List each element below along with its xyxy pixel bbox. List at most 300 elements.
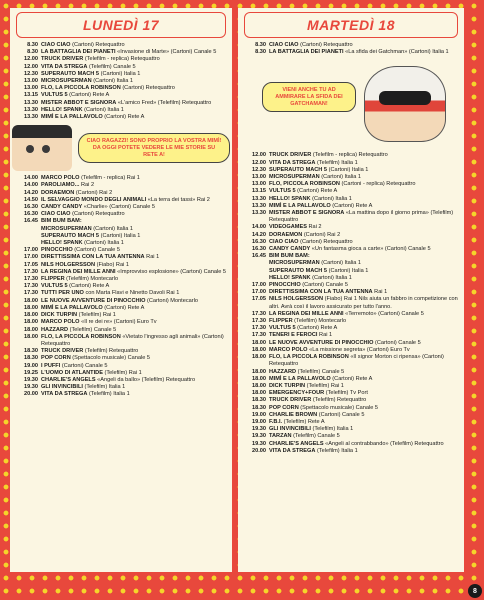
schedule-time: 18.00 [24,297,38,304]
tuesday-column [238,8,464,572]
schedule-text [41,182,228,189]
program-title: HAZZARD [269,368,297,375]
schedule-row [14,218,228,225]
schedule-text [269,232,460,239]
program-title: CIAO CIAO [269,42,299,48]
schedule-time: 19.30 [24,376,38,383]
program-title: LA REGINA DEI MILLE ANNI [269,310,344,317]
schedule-time: 13.00 [252,174,266,181]
schedule-text [41,218,228,225]
schedule-text [41,298,228,305]
schedule-row [14,262,228,269]
schedule-text [269,332,460,339]
schedule-row [242,160,460,167]
schedule-text [269,376,460,383]
schedule-text [41,85,228,92]
program-title: TENERI E FEROCI [269,332,318,339]
schedule-row [242,246,460,253]
program-details: «Il re dei re» (Cartoni) Euro Tv [79,319,157,326]
schedule-row [14,175,228,182]
schedule-time: 20.00 [24,391,38,398]
program-details: «Improvviso esplosione» (Cartoni) Canale 5 [115,268,226,275]
program-details: (Cartoni) Rete A [330,375,373,382]
schedule-row [242,383,460,390]
schedule-text [41,312,228,319]
schedule-row [242,174,460,181]
schedule-text [269,325,460,332]
schedule-row [14,42,228,49]
schedule-row [14,78,228,85]
schedule-time: 17.30 [252,332,266,339]
program-details: (Telefilm) Italia 1 [87,391,130,398]
schedule-row [242,188,460,195]
program-details: (Cartoni) Canale 5 [317,411,365,418]
schedule-time: 17.30 [252,310,266,317]
schedule-time: 14.00 [252,224,266,231]
schedule-text [41,226,228,233]
schedule-text [269,246,460,253]
program-details: (Cartoni) Italia 1 [319,260,362,267]
program-title: MICROSUPERMAN [41,78,92,85]
program-title: DIRETTISSIMA CON LA TUA ANTENNA [41,254,145,261]
program-details: (Cartoni) Retequattro [70,211,125,218]
schedule-row [14,377,228,384]
program-title: FLO, LA PICCOLA ROBINSON [41,85,121,92]
program-details: (Telefilm) Italia 1 [310,426,354,433]
schedule-row [242,376,460,383]
schedule-row [242,332,460,339]
schedule-row [14,312,228,319]
schedule-text [41,92,228,99]
schedule-text [41,56,228,63]
schedule-row [242,397,460,404]
schedule-time: 18.00 [24,319,38,326]
schedule-row [14,348,228,355]
program-details: (Cartoni) Retequattro [120,85,175,92]
program-details: (Cartoni) Canale 5 [60,362,108,369]
mimi-ad [12,125,230,171]
schedule-text [41,276,228,283]
program-details: (Telefilm) Italia 1 [315,159,358,166]
schedule-row [242,369,460,376]
schedule-time: 13.00 [252,181,266,188]
schedule-text [269,311,460,318]
program-title: TRUCK DRIVER [41,348,84,355]
schedule-time: 14.20 [252,231,266,238]
schedule-text [41,391,228,398]
schedule-row [14,204,228,211]
program-title: MIMÌ E LA PALLAVOLO [41,304,103,311]
schedule-row [242,203,460,210]
schedule-text [41,384,228,391]
schedule-time: 18.30 [252,404,266,411]
schedule-time: 12.00 [252,159,266,166]
schedule-row [242,311,460,318]
program-title: SUPERAUTO MACH 5 [41,232,100,239]
program-title: DIRETTISSIMA CON LA TUA ANTENNA [269,289,373,296]
schedule-time: 13.15 [252,188,266,195]
schedule-time: 17.05 [252,296,266,303]
schedule-row [242,441,460,448]
schedule-text [269,412,460,419]
schedule-time: 18.00 [252,382,266,389]
program-details: (Telefilm) Retequattro [83,348,139,355]
schedule-row [14,114,228,121]
program-title: HELLO! SPANK [269,195,311,202]
schedule-text [269,239,460,246]
schedule-row [14,49,228,56]
program-title: MARCO POLO [41,175,80,182]
schedule-list-monday-top [10,42,232,121]
schedule-row [242,433,460,440]
schedule-row [242,318,460,325]
schedule-time: 18.00 [252,339,266,346]
schedule-text [269,354,460,368]
schedule-row [14,269,228,276]
schedule-text [41,211,228,218]
program-details: (Cartoni - replica) Retequattro [339,181,416,188]
program-details: (Telefilm) Tv Port [324,390,368,397]
schedule-time: 12.30 [24,70,38,77]
program-details: (Cartoni) Retequattro [70,42,125,48]
program-details: (Telefilm) Italia 1 [82,384,126,391]
schedule-text [269,340,460,347]
program-details: (Cartoni) Canale 5 [72,247,120,254]
schedule-time: 18.00 [24,326,38,333]
schedule-time: 12.00 [252,152,266,159]
program-details: (Fiabo) Rai 1 Nils aiuta un fabbro in competizione con altri. Avrà così il lavoro assicurato per tutto l'anno. [269,296,458,310]
schedule-row [242,426,460,433]
schedule-time [14,233,41,240]
schedule-text [41,377,228,384]
schedule-row [14,197,228,204]
program-details: (Cartoni) Italia 1 [310,195,352,202]
schedule-time: 14.00 [24,175,38,182]
program-title: L'UOMO DI ATLANTIDE [41,369,103,376]
schedule-text [269,383,460,390]
program-title: CIAO CIAO [41,211,71,218]
schedule-text [269,167,460,174]
program-title: MARCO POLO [269,346,308,353]
schedule-row [242,419,460,426]
schedule-time: 19.00 [24,362,38,369]
program-title: NILS HOLGERSSON [41,261,96,268]
program-details: (Cartoni) Rete A [295,325,338,332]
schedule-text [41,290,228,297]
schedule-time: 13.15 [24,92,38,99]
program-title: MICROSUPERMAN [269,260,320,267]
schedule-time: 13.30 [252,202,266,209]
schedule-row [242,152,460,159]
schedule-time: 19.25 [24,369,38,376]
program-title: EMERGENCY+FOUR [269,390,325,397]
program-details: Rai 1 [144,254,160,261]
schedule-row [242,49,460,56]
program-title: DORAEMON [269,231,303,238]
program-title: CIAO CIAO [41,42,71,48]
schedule-row [242,296,460,310]
program-details: (Cartoni) Rete A [102,114,145,121]
program-title: TRUCK DRIVER [41,56,84,63]
schedule-text [269,49,460,56]
schedule-row [14,298,228,305]
schedule-row [14,327,228,334]
schedule-time: 16.30 [24,204,38,211]
schedule-text [41,107,228,114]
schedule-time: 14.50 [24,196,38,203]
program-details: (Telefilm) Canale 5 [291,433,340,440]
schedule-text [269,369,460,376]
program-title: TRUCK DRIVER [269,397,312,404]
schedule-time: 19.00 [252,418,266,425]
program-details: (Cartoni) Italia 1 [319,174,362,181]
schedule-row [14,290,228,297]
schedule-text [269,405,460,412]
schedule-time: 17.30 [24,283,38,290]
program-title: PAROLIAMO... [41,182,80,189]
program-details: (Telefilm) Rai 1 [102,369,142,376]
schedule-time: 18.00 [252,368,266,375]
program-title: CANDY CANDY [269,246,311,253]
program-details: Rai 1 [372,289,388,296]
schedule-time: 18.00 [24,304,38,311]
schedule-row [14,247,228,254]
program-details: «Un fantasma gioca a carte» (Cartoni) Canale 5 [310,246,431,253]
program-details: (Cartoni) Italia 1 [327,267,369,274]
schedule-row [14,92,228,99]
program-title: CHARLIE'S ANGELS [41,376,96,383]
program-details: (Fiabo) Rai 1 [95,261,129,268]
program-details: (Cartoni) Canale 5 [373,339,421,346]
schedule-row [242,224,460,231]
schedule-time: 13.00 [24,78,38,85]
program-details: «Vietato l'ingresso agli animali» (Cartoni) Retequattro [41,333,224,347]
schedule-time: 17.30 [24,268,38,275]
schedule-row [242,340,460,347]
schedule-row [242,412,460,419]
program-details: (Cartoni) Italia 1 [82,106,124,113]
schedule-text [269,282,460,289]
schedule-time: 8.30 [255,42,266,48]
schedule-text [269,419,460,426]
schedule-time: 17.30 [252,325,266,332]
schedule-row [14,56,228,63]
schedule-time: 13.30 [24,114,38,121]
program-title: I PUFFI [41,362,61,369]
program-details: (Telefilm) Canale 5 [87,63,136,70]
program-details: (Telefilm) Canale 5 [68,326,117,333]
program-details: (Telefilm) Canale 5 [296,368,345,375]
schedule-text [41,78,228,85]
program-title: DICK TURPIN [41,312,78,319]
program-title: PINOCCHIO [41,247,73,254]
schedule-time: 20.00 [252,447,266,454]
schedule-row [14,85,228,92]
schedule-time: 17.30 [24,276,38,283]
program-title: DICK TURPIN [269,382,306,389]
schedule-text [269,433,460,440]
schedule-row [14,384,228,391]
program-details: (Cartoni) Rai 2 [74,189,113,196]
program-title: FLO, PICCOLA ROBINSON [269,181,340,188]
schedule-text [41,247,228,254]
program-details: (Spettacolo musicale) Canale 5 [298,404,379,411]
program-details: «Terremoto» (Cartoni) Canale 5 [343,310,424,317]
program-title: VULTUS 5 [41,92,68,99]
schedule-time: 18.00 [252,390,266,397]
schedule-row [14,391,228,398]
schedule-time: 14.00 [24,182,38,189]
schedule-text [41,283,228,290]
schedule-row [14,319,228,326]
schedule-row [14,355,228,362]
schedule-row [242,268,460,275]
schedule-time: 17.00 [252,289,266,296]
schedule-time: 18.00 [252,354,266,361]
program-details: (Cartoni) Rai 2 [302,231,341,238]
program-title: IL SELVAGGIO MONDO DEGLI ANIMALI [41,196,147,203]
schedule-text [269,318,460,325]
mimi-illustration [12,125,72,171]
schedule-row [242,42,460,49]
schedule-text [41,262,228,269]
program-title: CIAO CIAO [269,238,299,245]
schedule-text [41,334,228,348]
schedule-row [242,260,460,267]
schedule-text [269,196,460,203]
program-details: (Telefilm) Rai 1 [305,382,344,389]
schedule-time: 13.30 [24,99,38,106]
schedule-text [41,363,228,370]
program-title: TUTTI PER UNO [41,290,84,297]
schedule-row [14,64,228,71]
program-title: CHARLIE BROWN [269,411,318,418]
schedule-list-tuesday-bottom [238,152,464,455]
schedule-text [41,269,228,276]
program-details: «Angeli da ballo» (Telefilm) Retequattro [95,376,196,383]
schedule-time: 12.00 [24,63,38,70]
schedule-row [14,182,228,189]
program-title: DORAEMON [41,189,75,196]
schedule-row [14,283,228,290]
schedule-row [14,240,228,247]
schedule-time: 18.00 [252,375,266,382]
program-title: MISTER ABBOT E SIGNORA [269,210,345,217]
program-title: VULTUS 5 [269,325,296,332]
schedule-time [242,260,269,267]
schedule-text [269,397,460,404]
schedule-text [269,203,460,210]
schedule-text [41,355,228,362]
program-title: VULTUS 5 [269,188,296,195]
schedule-time: 16.45 [252,253,266,260]
schedule-row [14,71,228,78]
program-details: Rai 2 [79,182,95,189]
program-title: CHARLIE'S ANGELS [269,440,324,447]
program-title: HELLO! SPANK [269,274,311,281]
program-details: «Il signor Morton ci ripensa» (Cartoni) Retequattro [269,354,444,368]
gatchaman-ad [244,60,458,148]
schedule-row [14,107,228,114]
gatchaman-speech-bubble: VIENI ANCHE TU AD AMMIRARE LA SFIDA DEI GATCHAMAN! [262,82,356,112]
program-details: Rai 1 [317,332,333,339]
program-title: PINOCCHIO [269,282,301,289]
schedule-time: 18.30 [252,397,266,404]
program-details: (Cartoni) Italia 1 [91,78,134,85]
schedule-text [269,260,460,267]
schedule-time: 16.30 [24,211,38,218]
schedule-text [41,71,228,78]
program-title: MIMÌ E LA PALLAVOLO [269,375,331,382]
program-title: MICROSUPERMAN [41,225,92,232]
schedule-time: 8.30 [27,49,38,56]
schedule-row [14,190,228,197]
schedule-text [41,64,228,71]
program-title: HAZZARD [41,326,69,333]
schedule-row [242,405,460,412]
schedule-text [41,114,228,121]
program-details: (Cartoni) Italia 1 [327,166,369,173]
schedule-row [14,370,228,377]
program-details: (Telefilm) Retequattro [311,397,367,404]
program-details: «Invasione di Marte» (Cartoni) Canale 5 [115,49,217,56]
schedule-time: 17.30 [24,290,38,297]
day-header-tuesday: MARTEDÌ 18 [244,12,458,38]
schedule-text [41,49,228,56]
program-details: (Cartoni) Retequattro [298,42,353,48]
program-title: BIM BUM BAM: [41,218,82,225]
program-details: Rai 2 [306,224,322,231]
program-details: (Cartoni) Italia 1 [99,232,141,239]
program-details: con Marta Flavi e Ninetto Davoli Rai 1 [83,290,180,297]
schedule-text [269,181,460,188]
schedule-row [14,100,228,107]
schedule-time: 19.30 [252,440,266,447]
schedule-row [242,210,460,224]
schedule-time: 14.20 [24,189,38,196]
schedule-row [14,276,228,283]
schedule-time [14,240,41,247]
program-details: «La missione segreta» (Cartoni) Euro Tv [307,346,410,353]
schedule-time: 19.30 [252,433,266,440]
program-title: BIM BUM BAM: [269,253,310,260]
program-title: LE NUOVE AVVENTURE DI PINOCCHIO [269,339,374,346]
schedule-text [269,224,460,231]
schedule-text [41,197,228,204]
schedule-row [242,239,460,246]
schedule-list-tuesday-top [238,42,464,56]
schedule-text [269,390,460,397]
program-details: (Telefilm) Montecarlo [64,276,119,283]
schedule-time: 13.30 [24,106,38,113]
schedule-list-monday-bottom [10,175,232,398]
schedule-text [41,305,228,312]
program-title: VITA DA STREGA [269,447,316,454]
schedule-time: 16.45 [24,218,38,225]
schedule-text [269,289,460,296]
schedule-row [242,167,460,174]
schedule-text [41,240,228,247]
program-details: (Cartoni) Montecarlo [145,297,198,304]
schedule-row [14,363,228,370]
schedule-time: 18.00 [252,346,266,353]
schedule-text [269,210,460,224]
program-title: VITA DA STREGA [41,391,88,398]
schedule-text [41,327,228,334]
schedule-row [14,334,228,348]
schedule-row [242,253,460,260]
schedule-row [242,354,460,368]
